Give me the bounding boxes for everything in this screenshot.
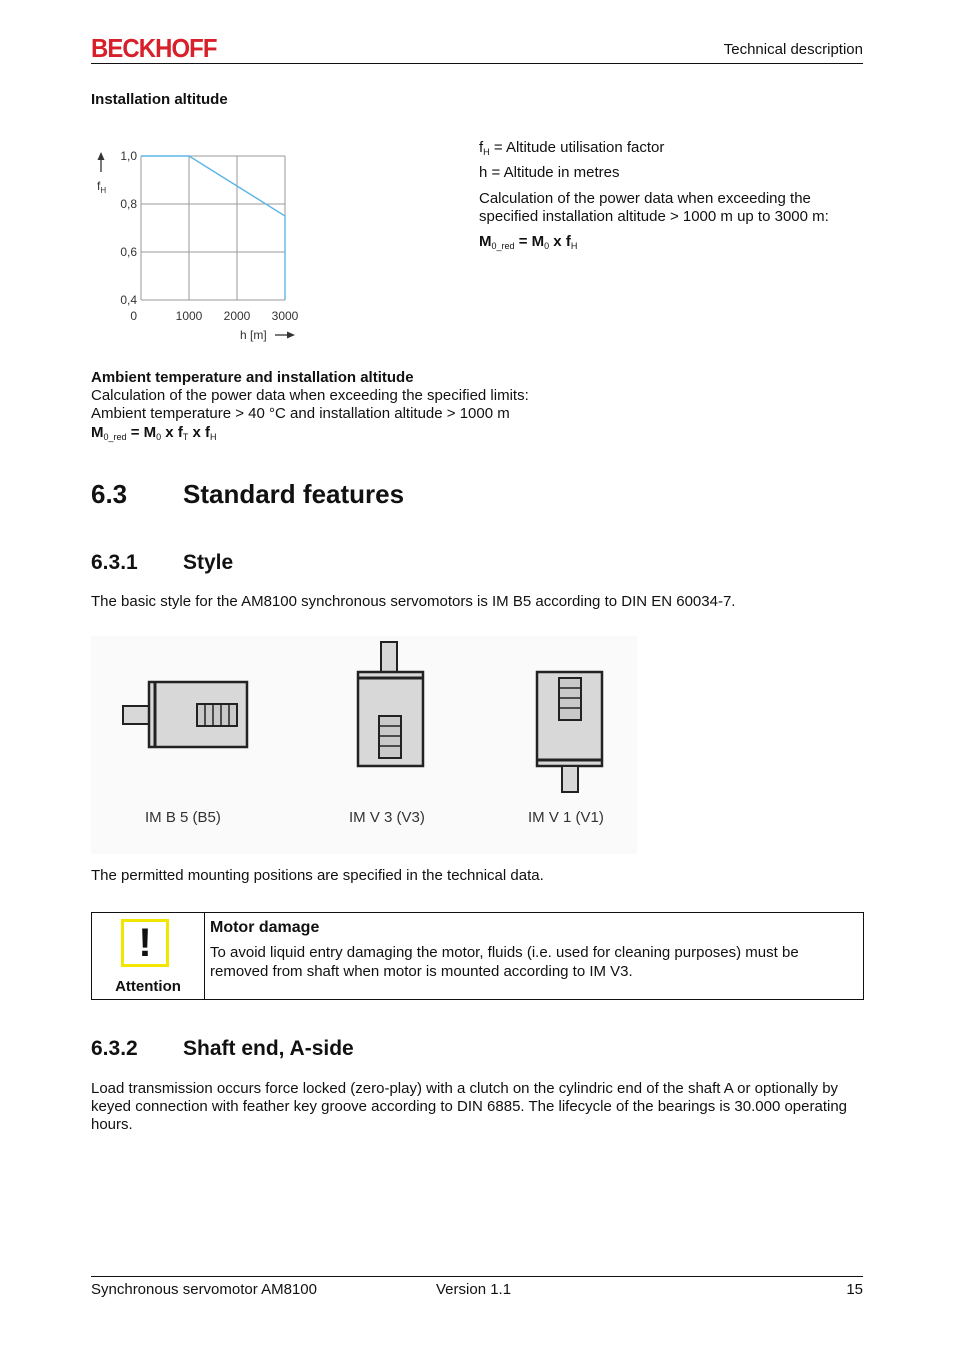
altitude-heading: Installation altitude	[91, 91, 228, 108]
ambient-line-1: Calculation of the power data when exceeding the specified limits:	[91, 387, 529, 404]
y-tick-label-3: 0,4	[120, 293, 137, 307]
y-axis-label: $f_H$	[97, 179, 107, 195]
chart-grid	[141, 156, 285, 300]
mount-label-im-b5: IM B 5 (B5)	[145, 809, 221, 826]
footer-version: Version 1.1	[436, 1281, 512, 1298]
altitude-calc-text: Calculation of the power data when exceeding the specified installation altitude > 1000 m up to 3000 m:	[479, 190, 829, 225]
y-tick-label-2: 0,6	[120, 245, 137, 259]
series-line-0	[141, 156, 285, 300]
chart-ticks	[120, 149, 298, 323]
header-section-title: Technical description	[723, 41, 863, 58]
attention-title: Motor damage	[210, 919, 320, 936]
section-6-3-1-heading: 6.3.1 Style	[91, 551, 234, 574]
x-tick-label-2: 2000	[223, 309, 251, 323]
header-rule	[91, 63, 863, 64]
x-tick-label-0: 0	[130, 309, 137, 323]
section-6-3-2-heading: 6.3.2 Shaft end, A-side	[91, 1037, 354, 1060]
shaft-end-text: Load transmission occurs force locked (zero-play) with a clutch on the cylindric end of the shaft A or optionally by keyed connection with feather key groove according to DIN 6885. The lifecycle of the bearings is 30.000 operating hours.	[91, 1080, 848, 1133]
y-tick-label-1: 0,8	[120, 197, 137, 211]
attention-box	[91, 912, 864, 1000]
ambient-heading: Ambient temperature and installation altitude	[91, 369, 414, 386]
x-tick-label-3: 3000	[271, 309, 299, 323]
legend-h: h = Altitude in metres	[479, 164, 620, 181]
warning-icon: !	[121, 919, 169, 967]
section-6-3-heading: 6.3 Standard features	[91, 479, 405, 509]
chart-series	[141, 156, 285, 300]
attention-label: Attention	[115, 978, 181, 995]
ambient-line-2: Ambient temperature > 40 °C and installation altitude > 1000 m	[91, 405, 510, 422]
beckhoff-logo: BECKHOFF	[91, 33, 217, 63]
altitude-formula: $M_{0\_red} = M_0$ x $f_H$	[479, 233, 578, 251]
mount-label-im-v3: IM V 3 (V3)	[349, 809, 425, 826]
footer-page-number: 15	[846, 1281, 863, 1298]
ambient-formula: $M_{0\_red} = M_0$ x $f_T$ x $f_H$	[91, 424, 217, 442]
y-tick-label-0: 1,0	[120, 149, 137, 163]
footer-rule	[91, 1276, 863, 1277]
style-intro: The basic style for the AM8100 synchronous servomotors is IM B5 according to DIN EN 60034-7.	[91, 593, 736, 610]
attention-icon-cell	[92, 913, 205, 999]
mount-label-im-v1: IM V 1 (V1)	[528, 809, 604, 826]
x-axis-label: h [m]	[240, 328, 267, 342]
attention-content	[210, 918, 855, 981]
mounting-positions-note: The permitted mounting positions are specified in the technical data.	[91, 867, 544, 884]
x-tick-label-1: 1000	[175, 309, 203, 323]
legend-fh: $f_H$ = Altitude utilisation factor	[479, 139, 665, 157]
altitude-chart	[91, 140, 311, 350]
attention-text: To avoid liquid entry damaging the motor, fluids (i.e. used for cleaning purposes) must be removed from shaft when motor is mounted according to IM V3.	[210, 944, 799, 980]
mounting-positions-figure	[91, 636, 637, 854]
x-axis-arrowhead	[287, 332, 295, 339]
footer-product: Synchronous servomotor AM8100	[91, 1281, 317, 1298]
y-axis-arrowhead	[98, 152, 105, 160]
